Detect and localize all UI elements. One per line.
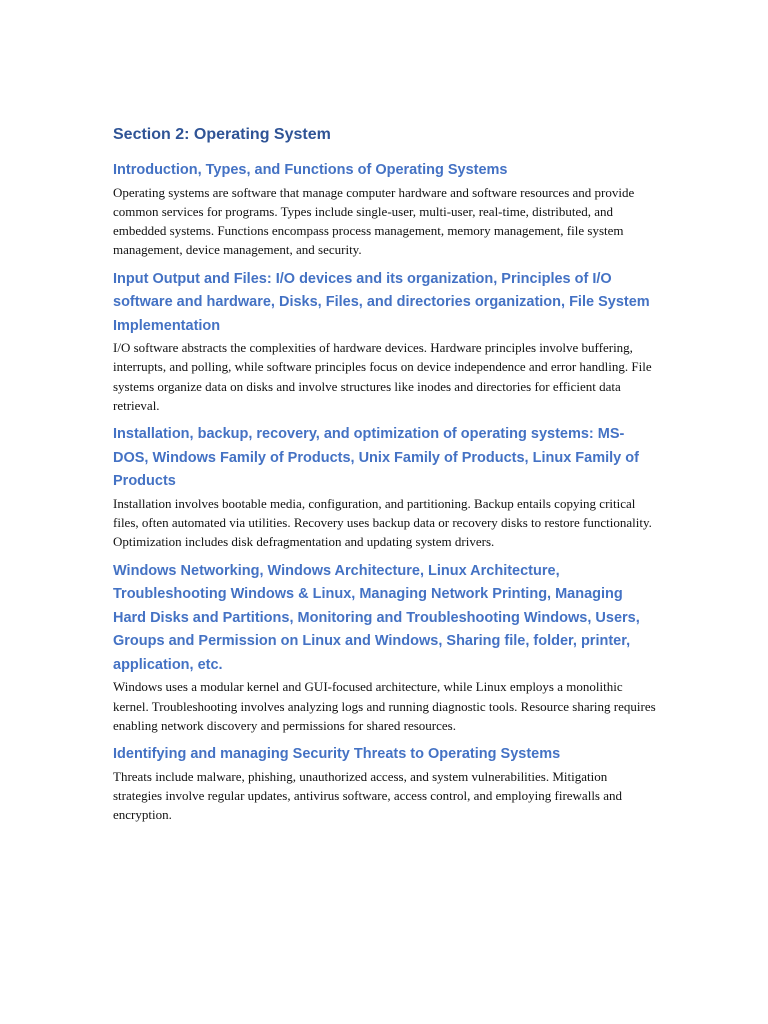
section-title: Section 2: Operating System	[113, 126, 331, 143]
topic-heading: Installation, backup, recovery, and optimization of operating systems: MS-DOS, Windows Family of Products, Unix Family of Products, Linux Family of Products	[113, 426, 639, 490]
topic-heading: Introduction, Types, and Functions of Operating Systems	[113, 162, 508, 178]
topic-paragraph: Threats include malware, phishing, unauthorized access, and system vulnerabilities. Mitigation strategies involve regular updates, antivirus software, access control, and employing firewalls and encryption.	[113, 768, 623, 823]
topic-paragraph: I/O software abstracts the complexities of hardware devices. Hardware principles involve buffering, interrupts, and polling, while software principles focus on device independence and error handling. File systems organize data on disks and involve structures like inodes and directories for efficient data retrieval.	[113, 340, 652, 414]
document-page	[113, 124, 658, 833]
topic-block-intro	[113, 159, 658, 260]
topic-block-installation	[113, 423, 658, 551]
topic-paragraph: Operating systems are software that manage computer hardware and software resources and provide common services for programs. Types include single-user, multi-user, real-time, distributed, and embedded systems. Functions encompass process management, memory management, file system management, device management, and security.	[113, 184, 635, 258]
topic-heading: Input Output and Files: I/O devices and its organization, Principles of I/O software and hardware, Disks, Files, and directories organization, File System Implementation	[113, 270, 650, 334]
topic-heading: Windows Networking, Windows Architecture, Linux Architecture, Troubleshooting Windows & Linux, Managing Network Printing, Managing Hard Disks and Partitions, Monitoring and Troubleshooting Windows, Users, Groups and Permission on Linux and Windows, Sharing file, folder, printer, application, etc.	[113, 562, 640, 673]
topic-block-security	[113, 743, 658, 824]
topic-paragraph: Installation involves bootable media, configuration, and partitioning. Backup entails copying critical files, often automated via utilities. Recovery uses backup data or recovery disks to restore functionality. Optimization includes disk defragmentation and updating system drivers.	[113, 495, 652, 550]
topic-block-networking	[113, 560, 658, 735]
topic-heading: Identifying and managing Security Threats to Operating Systems	[113, 746, 561, 763]
topic-paragraph: Windows uses a modular kernel and GUI-focused architecture, while Linux employs a monolithic kernel. Troubleshooting involves analyzing logs and running diagnostic tools. Resource sharing requires enabling network discovery and permissions for shared resources.	[113, 679, 656, 733]
topic-block-io-files	[113, 268, 658, 416]
